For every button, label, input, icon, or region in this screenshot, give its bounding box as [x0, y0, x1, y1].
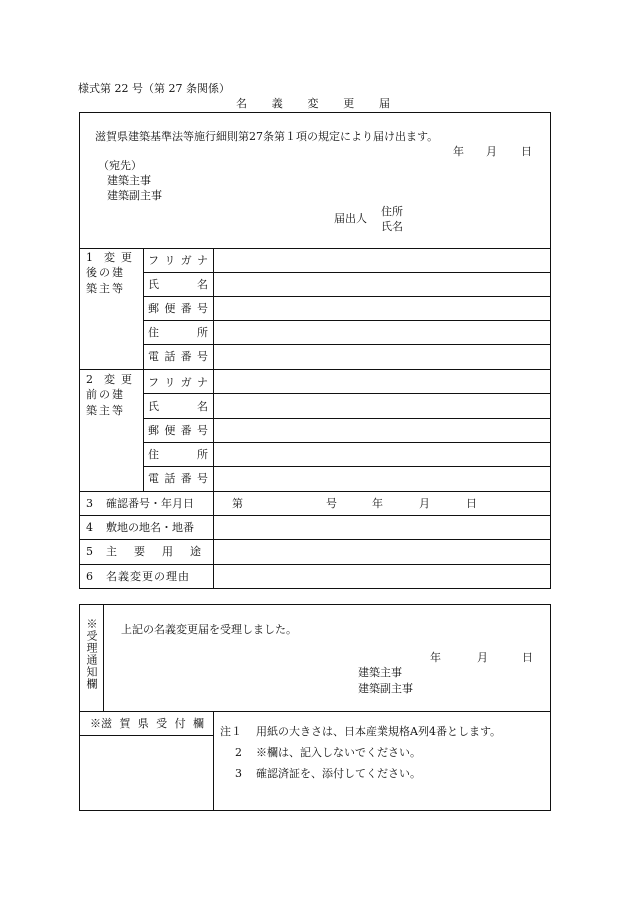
- after-name-label: 氏 名: [148, 278, 208, 291]
- before-name-label: 氏 名: [148, 400, 208, 413]
- section-before-title: [86, 374, 138, 420]
- addressee-building-official: 建築主事: [107, 174, 151, 187]
- header-month-label: 月: [486, 145, 497, 158]
- receipt-day: 日: [522, 651, 533, 664]
- reception-stamp-area[interactable]: [82, 738, 210, 808]
- section-num: 2: [86, 373, 93, 386]
- section-after-title: [86, 252, 138, 298]
- section-title-line: 前の建: [86, 388, 125, 401]
- row3-day: 日: [466, 497, 477, 510]
- section-num: 1: [86, 251, 93, 264]
- section-title-line: 後の建: [86, 266, 125, 279]
- row4-num: 4: [86, 521, 93, 534]
- row5-num: 5: [86, 545, 93, 558]
- before-furigana-label: フ リ ガ ナ: [148, 376, 208, 389]
- reason-field[interactable]: [216, 568, 546, 584]
- before-postal-label: 郵 便 番 号: [148, 424, 208, 437]
- after-furigana-label: フ リ ガ ナ: [148, 254, 208, 267]
- note-2-num: 2: [235, 746, 242, 759]
- header-year-label: 年: [453, 145, 464, 158]
- section-title-line: 築主等: [86, 404, 125, 417]
- note-1-text: 用紙の大きさは、日本産業規格A列4番とします。: [256, 725, 502, 738]
- row3-go: 号: [326, 497, 337, 510]
- title-char: 届: [379, 97, 390, 110]
- after-address-label: 住 所: [148, 326, 208, 339]
- title-char: 義: [271, 97, 283, 110]
- section-title-line: 築主等: [86, 282, 125, 295]
- applicant-address-label: 住所: [381, 205, 403, 218]
- note-2-text: ※欄は、記入しないでください。: [256, 746, 421, 759]
- before-phone-label: 電 話 番 号: [148, 472, 208, 485]
- main-use-field[interactable]: [216, 544, 546, 560]
- section-title-line: 変更: [104, 373, 138, 386]
- after-postal-label: 郵 便 番 号: [148, 302, 208, 315]
- applicant-name-label: 氏名: [381, 220, 403, 233]
- header-day-label: 日: [521, 145, 532, 158]
- row6-num: 6: [86, 570, 93, 583]
- note-3-text: 確認済証を、添付してください。: [256, 767, 421, 780]
- receipt-official-2: 建築副主事: [358, 682, 413, 695]
- row3-year: 年: [372, 497, 383, 510]
- row3-num: 3: [86, 497, 93, 510]
- row3-month: 月: [419, 497, 430, 510]
- receipt-text: 上記の名義変更届を受理しました。: [121, 623, 297, 636]
- site-location-field[interactable]: [216, 520, 546, 536]
- row6-label: 名義変更の理由: [106, 570, 190, 583]
- row4-label: 敷地の地名・地番: [106, 521, 194, 534]
- addressee-label: （宛先）: [98, 159, 142, 172]
- section-title-line: 変更: [104, 251, 138, 264]
- form-number: 様式第 22 号（第 27 条関係）: [78, 82, 230, 95]
- after-phone-label: 電 話 番 号: [148, 350, 208, 363]
- title-char: 更: [343, 97, 355, 110]
- before-address-label: 住 所: [148, 448, 208, 461]
- receipt-month: 月: [477, 651, 488, 664]
- title-char: 変: [307, 97, 319, 110]
- note-3-num: 3: [235, 767, 242, 780]
- document-title: [236, 98, 390, 109]
- note-1-num: 注１: [220, 725, 242, 738]
- row5-label-display: 主 要 用 途: [106, 545, 201, 558]
- receipt-official-1: 建築主事: [358, 666, 402, 679]
- title-char: 名: [236, 97, 247, 110]
- addressee-deputy-official: 建築副主事: [107, 189, 162, 202]
- row3-dai: 第: [232, 497, 243, 510]
- applicant-label: 届出人: [334, 212, 367, 225]
- statement-text: 滋賀県建築基準法等施行細則第27条第１項の規定により届け出ます。: [95, 130, 439, 143]
- row3-label: 確認番号・年月日: [106, 497, 194, 510]
- receipt-year: 年: [430, 651, 441, 664]
- reception-label-display: ※滋 賀 県 受 付 欄: [90, 717, 204, 730]
- receipt-side-label: ※受理通知欄: [85, 618, 98, 690]
